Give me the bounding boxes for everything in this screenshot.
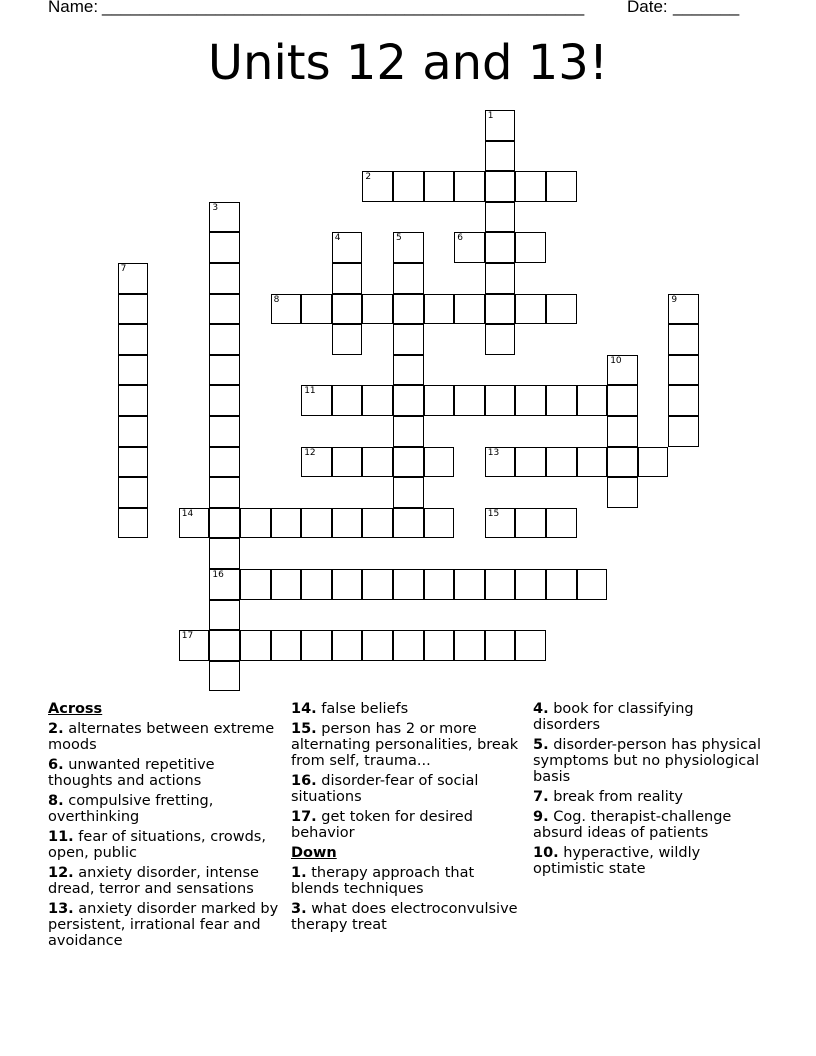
grid-cell[interactable]	[393, 477, 424, 508]
grid-cell[interactable]	[240, 630, 271, 661]
grid-cell[interactable]	[209, 508, 240, 539]
clue-number: 17	[181, 631, 194, 642]
grid-cell[interactable]	[546, 447, 577, 478]
clue-across-2: 2. alternates between extreme moods	[48, 721, 275, 753]
grid-cell[interactable]	[118, 385, 149, 416]
grid-cell[interactable]	[668, 324, 699, 355]
clue-down-4: 4. book for classifying disorders	[533, 701, 694, 733]
grid-cell[interactable]	[577, 385, 608, 416]
grid-cell[interactable]	[515, 630, 546, 661]
grid-cell[interactable]	[515, 508, 546, 539]
clue-across-13: 13. anxiety disorder marked by persistent, irrational fear and avoidance	[48, 901, 279, 949]
grid-cell[interactable]	[362, 447, 393, 478]
grid-cell[interactable]	[209, 569, 240, 600]
grid-cell[interactable]	[301, 294, 332, 325]
clue-across-6: 6. unwanted repetitive thoughts and actions	[48, 757, 215, 789]
grid-cell[interactable]	[546, 385, 577, 416]
grid-cell[interactable]	[362, 630, 393, 661]
grid-cell[interactable]	[393, 324, 424, 355]
clue-down-1: 1. therapy approach that blends techniques	[291, 865, 475, 897]
grid-cell[interactable]	[546, 171, 577, 202]
clue-number: 10	[610, 355, 622, 366]
grid-cell[interactable]	[607, 385, 638, 416]
grid-cell[interactable]	[577, 569, 608, 600]
grid-cell[interactable]	[393, 385, 424, 416]
clue-number: 1	[487, 111, 494, 121]
grid-cell[interactable]	[515, 447, 546, 478]
grid-cell[interactable]	[179, 508, 210, 539]
grid-cell[interactable]	[515, 232, 546, 263]
grid-cell[interactable]	[454, 171, 485, 202]
grid-cell[interactable]	[546, 569, 577, 600]
across-heading: Across	[48, 701, 103, 717]
clue-number: 5	[396, 233, 402, 244]
grid-cell[interactable]	[485, 447, 516, 478]
grid-cell[interactable]	[301, 630, 332, 661]
grid-cell[interactable]	[454, 569, 485, 600]
clue-across-14: 14. false beliefs	[291, 701, 409, 717]
grid-cell[interactable]	[424, 294, 455, 325]
grid-cell[interactable]	[607, 447, 638, 478]
grid-cell[interactable]	[209, 355, 240, 386]
clue-number: 6	[457, 233, 463, 244]
clue-down-10: 10. hyperactive, wildly optimistic state	[533, 845, 701, 877]
clue-number: 2	[365, 172, 372, 183]
grid-cell[interactable]	[332, 569, 363, 600]
grid-cell[interactable]	[332, 630, 363, 661]
grid-cell[interactable]	[638, 447, 669, 478]
grid-cell[interactable]	[118, 477, 149, 508]
clue-down-5: 5. disorder-person has physical symptoms but no physiological basis	[533, 737, 761, 785]
grid-cell[interactable]	[393, 355, 424, 386]
date-label: Date:	[627, 0, 668, 16]
grid-cell[interactable]	[179, 630, 210, 661]
grid-cell[interactable]	[454, 630, 485, 661]
grid-cell[interactable]	[668, 385, 699, 416]
clue-across-17: 17. get token for desired behavior	[291, 809, 473, 841]
clue-number: 15	[487, 508, 500, 519]
grid-cell[interactable]	[209, 294, 240, 325]
clue-number: 12	[304, 447, 316, 458]
grid-cell[interactable]	[454, 232, 485, 263]
grid-cell[interactable]	[332, 294, 363, 325]
clue-across-15: 15. person has 2 or more alternating personalities, break from self, trauma...	[291, 721, 519, 769]
grid-cell[interactable]	[485, 508, 516, 539]
grid-cell[interactable]	[393, 232, 424, 263]
grid-cell[interactable]	[209, 202, 240, 233]
grid-cell[interactable]	[118, 294, 149, 325]
grid-cell[interactable]	[271, 569, 302, 600]
grid-cell[interactable]	[485, 263, 516, 294]
grid-cell[interactable]	[301, 447, 332, 478]
clue-across-12: 12. anxiety disorder, intense dread, terror and sensations	[48, 865, 259, 897]
grid-cell[interactable]	[393, 569, 424, 600]
clue-across-11: 11. fear of situations, crowds, open, public	[48, 829, 266, 861]
grid-cell[interactable]	[209, 630, 240, 661]
grid-cell[interactable]	[362, 508, 393, 539]
grid-cell[interactable]	[209, 385, 240, 416]
grid-cell[interactable]	[209, 661, 240, 692]
grid-cell[interactable]	[332, 447, 363, 478]
grid-cell[interactable]	[209, 600, 240, 631]
clue-number: 7	[120, 264, 127, 274]
grid-cell[interactable]	[515, 294, 546, 325]
grid-cell[interactable]	[393, 416, 424, 447]
grid-cell[interactable]	[515, 171, 546, 202]
grid-cell[interactable]	[240, 508, 271, 539]
grid-cell[interactable]	[668, 355, 699, 386]
grid-cell[interactable]	[362, 569, 393, 600]
grid-cell[interactable]	[118, 355, 149, 386]
grid-cell[interactable]	[424, 569, 455, 600]
grid-cell[interactable]	[118, 416, 149, 447]
grid-cell[interactable]	[454, 385, 485, 416]
grid-cell[interactable]	[485, 141, 516, 172]
grid-cell[interactable]	[485, 630, 516, 661]
grid-cell[interactable]	[424, 508, 455, 539]
clues-column-1	[48, 701, 280, 953]
date-line[interactable]: _______	[673, 0, 740, 16]
clue-number: 9	[671, 294, 678, 305]
grid-cell[interactable]	[271, 630, 302, 661]
grid-cell[interactable]	[485, 232, 516, 263]
clue-number: 8	[273, 294, 280, 305]
grid-cell[interactable]	[485, 569, 516, 600]
grid-cell[interactable]	[362, 385, 393, 416]
grid-cell[interactable]	[332, 385, 363, 416]
grid-cell[interactable]	[332, 508, 363, 539]
grid-cell[interactable]	[424, 447, 455, 478]
grid-cell[interactable]	[118, 324, 149, 355]
grid-cell[interactable]	[607, 477, 638, 508]
clue-down-9: 9. Cog. therapist-challenge absurd ideas of patients	[533, 809, 732, 841]
grid-cell[interactable]	[332, 232, 363, 263]
clue-across-16: 16. disorder-fear of social situations	[291, 773, 479, 805]
grid-cell[interactable]	[424, 171, 455, 202]
grid-cell[interactable]	[515, 569, 546, 600]
page-title: Units 12 and 13!	[207, 35, 609, 91]
grid-cell[interactable]	[209, 447, 240, 478]
grid-cell[interactable]	[393, 263, 424, 294]
grid-cell[interactable]	[240, 569, 271, 600]
name-line[interactable]: ___________________________________________________	[102, 0, 585, 16]
grid-cell[interactable]	[546, 508, 577, 539]
clue-down-3: 3. what does electroconvulsive therapy treat	[291, 901, 518, 933]
grid-cell[interactable]	[393, 447, 424, 478]
grid-cell[interactable]	[485, 324, 516, 355]
grid-cell[interactable]	[209, 477, 240, 508]
grid-cell[interactable]	[301, 569, 332, 600]
grid-cell[interactable]	[485, 110, 516, 141]
grid-cell[interactable]	[454, 294, 485, 325]
clues-column-3	[533, 701, 765, 881]
grid-cell[interactable]	[485, 171, 516, 202]
grid-cell[interactable]	[393, 294, 424, 325]
clue-number: 4	[334, 233, 341, 244]
grid-cell[interactable]	[332, 263, 363, 294]
grid-cell[interactable]	[393, 171, 424, 202]
grid-cell[interactable]	[668, 416, 699, 447]
grid-cell[interactable]	[515, 385, 546, 416]
clue-number: 16	[212, 570, 224, 580]
grid-cell[interactable]	[209, 263, 240, 294]
grid-cell[interactable]	[546, 294, 577, 325]
grid-cell[interactable]	[393, 630, 424, 661]
grid-cell[interactable]	[118, 447, 149, 478]
grid-cell[interactable]	[332, 324, 363, 355]
grid-cell[interactable]	[362, 171, 393, 202]
clue-number: 3	[212, 202, 219, 213]
name-label: Name:	[48, 0, 99, 16]
clues-column-2	[291, 701, 523, 937]
grid-cell[interactable]	[209, 324, 240, 355]
grid-cell[interactable]	[271, 294, 302, 325]
grid-cell[interactable]	[668, 294, 699, 325]
grid-cell[interactable]	[301, 385, 332, 416]
grid-cell[interactable]	[424, 385, 455, 416]
grid-cell[interactable]	[577, 447, 608, 478]
grid-cell[interactable]	[607, 416, 638, 447]
clue-number: 13	[487, 447, 500, 458]
clue-across-8: 8. compulsive fretting, overthinking	[48, 793, 214, 825]
grid-cell[interactable]	[485, 202, 516, 233]
grid-cell[interactable]	[118, 263, 149, 294]
grid-cell[interactable]	[393, 508, 424, 539]
grid-cell[interactable]	[607, 355, 638, 386]
grid-cell[interactable]	[301, 508, 332, 539]
grid-cell[interactable]	[424, 630, 455, 661]
clue-number: 11	[304, 386, 316, 397]
grid-cell[interactable]	[209, 232, 240, 263]
grid-cell[interactable]	[271, 508, 302, 539]
clue-number: 14	[181, 508, 194, 519]
grid-cell[interactable]	[485, 294, 516, 325]
grid-cell[interactable]	[485, 385, 516, 416]
grid-cell[interactable]	[118, 508, 149, 539]
clue-down-7: 7. break from reality	[533, 789, 684, 805]
down-heading: Down	[291, 845, 337, 861]
grid-cell[interactable]	[209, 538, 240, 569]
grid-cell[interactable]	[209, 416, 240, 447]
grid-cell[interactable]	[362, 294, 393, 325]
